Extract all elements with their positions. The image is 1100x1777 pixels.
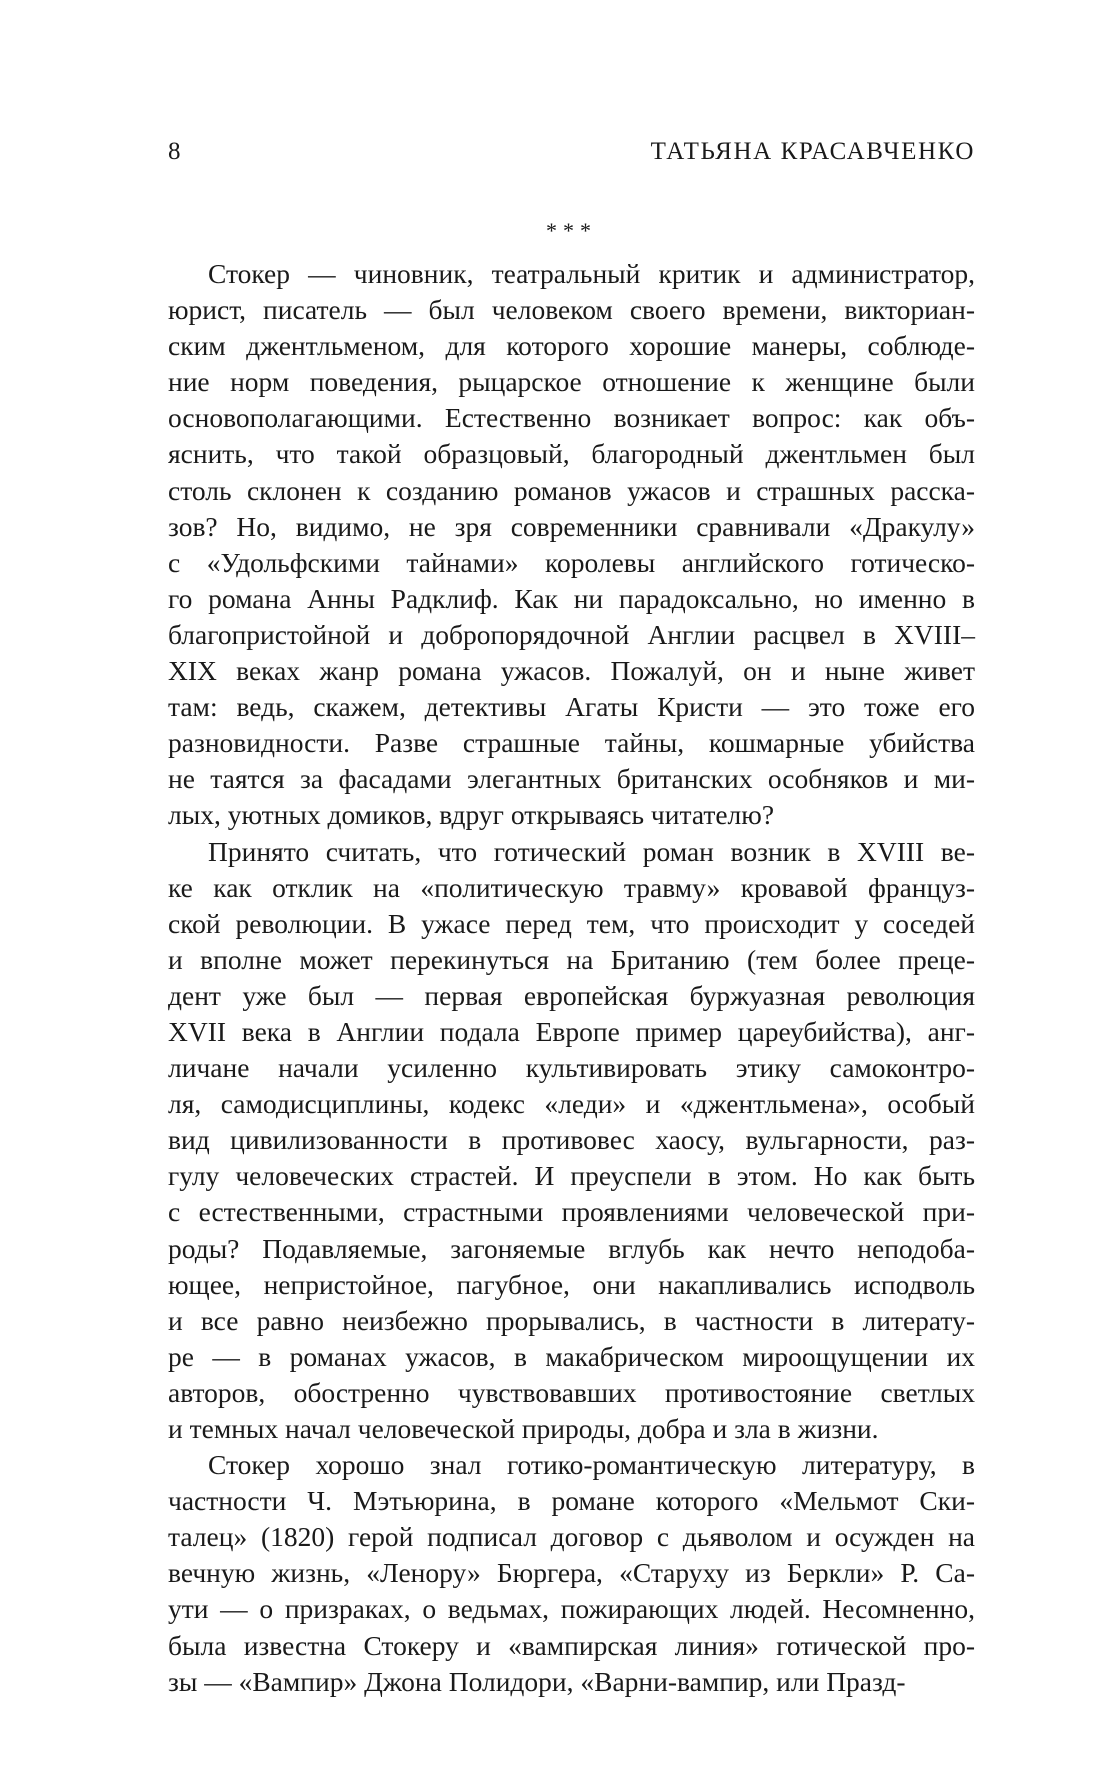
text-line: разновидности. Разве страшные тайны, кошмарные убийства: [168, 727, 975, 759]
text-line: ской революции. В ужасе перед тем, что происходит у соседей: [168, 907, 975, 939]
paragraph: [168, 834, 975, 1448]
text-line: авторов, обостренно чувствовавших противостояние светлых: [168, 1376, 975, 1408]
text-line: зов? Но, видимо, не зря современники сравнивали «Дракулу»: [168, 510, 975, 542]
text-line: лых, уютных домиков, вдруг открываясь читателю?: [168, 799, 775, 831]
author-header: ТАТЬЯНА КРАСАВЧЕНКО: [650, 138, 975, 165]
text-line: дент уже был — первая европейская буржуазная революция: [168, 979, 975, 1011]
text-line: и вполне может перекинуться на Британию (тем более прецe-: [168, 943, 975, 975]
text-line: вид цивилизованности в противовес хаосу, вульгарности, раз-: [168, 1124, 975, 1156]
text-line: вечную жизнь, «Ленору» Бюргера, «Старуху из Беркли» Р. Са-: [168, 1557, 975, 1589]
text-line: ре — в романах ужасов, в макабрическом мироощущении их: [168, 1340, 975, 1372]
text-line: Стокер — чиновник, театральный критик и администратор,: [208, 258, 975, 289]
text-line: ути — о призраках, о ведьмах, пожирающих людей. Несомненно,: [168, 1593, 975, 1625]
text-line: гулу человеческих страстей. И преуспели в этом. Но как быть: [168, 1160, 975, 1192]
text-line: ке как отклик на «политическую травму» кровавой француз-: [168, 871, 975, 903]
text-line: личане начали усиленно культивировать этику самоконтро-: [168, 1052, 975, 1084]
text-line: ющее, непристойное, пагубное, они накапливались исподволь: [168, 1268, 975, 1300]
text-line: и темных начал человеческой природы, добра и зла в жизни.: [168, 1413, 879, 1444]
text-line: яснить, что такой образцовый, благородный джентльмен был: [168, 438, 975, 470]
text-line: ля, самодисциплины, кодекс «леди» и «джентльмена», особый: [168, 1088, 975, 1120]
text-line: Принято считать, что готический роман возник в XVIII ве-: [208, 835, 975, 867]
text-line: там: ведь, скажем, детективы Агаты Кристи — это тоже его: [168, 691, 975, 723]
paragraph: [168, 1447, 975, 1700]
section-separator: ***: [546, 218, 597, 243]
text-line: ние норм поведения, рыцарское отношение к женщине были: [168, 366, 975, 398]
text-line: частности Ч. Мэтьюрина, в романе которого «Мельмот Ски-: [168, 1485, 975, 1517]
text-line: с естественными, страстными проявлениями человеческой при-: [168, 1196, 975, 1228]
running-head: [168, 134, 975, 170]
text-line: талец» (1820) герой подписал договор с дьяволом и осужден на: [168, 1521, 975, 1553]
text-line: благопристойной и добропорядочной Англии расцвел в XVIII–: [168, 618, 975, 650]
text-line: не таятся за фасадами элегантных британских особняков и ми-: [168, 763, 975, 795]
text-line: столь склонен к созданию романов ужасов и страшных расска-: [168, 474, 975, 506]
text-line: XVII века в Англии подала Европе пример цареубийства), анг-: [168, 1015, 975, 1047]
text-line: основополагающими. Естественно возникает вопрос: как объ-: [168, 402, 975, 434]
text-line: го романа Анны Радклиф. Как ни парадоксально, но именно в: [168, 582, 975, 614]
text-line: ским джентльменом, для которого хорошие манеры, соблюде-: [168, 330, 975, 362]
text-line: зы — «Вампир» Джона Полидори, «Варни-вампир, или Празд-: [168, 1665, 906, 1697]
text-line: XIX веках жанр романа ужасов. Пожалуй, он и ныне живет: [168, 655, 975, 687]
text-line: была известна Стокеру и «вампирская линия» готической про-: [168, 1629, 975, 1661]
text-line: роды? Подавляемые, загоняемые вглубь как нечто неподоба-: [168, 1232, 975, 1264]
text-line: и все равно неизбежно прорывались, в частности в литерату-: [168, 1304, 975, 1336]
text-line: с «Удольфскими тайнами» королевы английского готическо-: [168, 546, 975, 578]
body-text: [168, 256, 975, 1700]
page-number: 8: [168, 138, 181, 165]
paragraph: [168, 256, 975, 834]
text-line: Стокер хорошо знал готико-романтическую литературу, в: [208, 1449, 975, 1481]
text-line: юрист, писатель — был человеком своего времени, викториан-: [168, 294, 975, 326]
